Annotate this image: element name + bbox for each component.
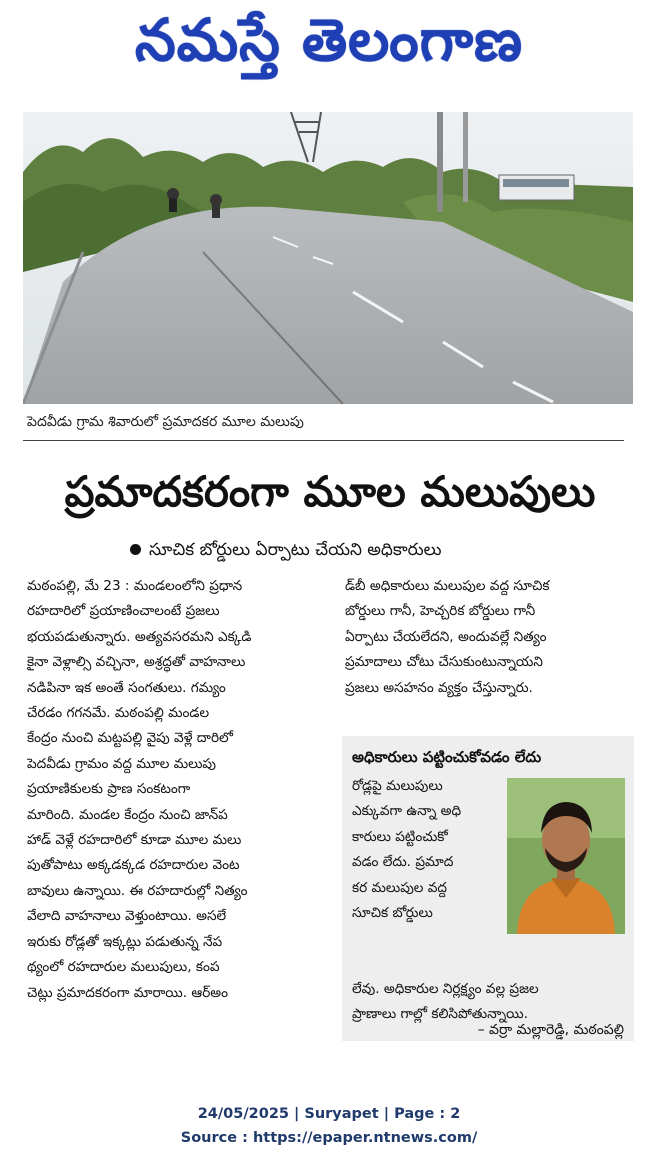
article-column-right — [345, 574, 635, 701]
article-headline: ప్రమాదకరంగా మూల మలుపులు — [64, 467, 596, 516]
divider — [23, 440, 624, 441]
text-line: లేవు. అధికారుల నిర్లక్ష్యం వల్ల ప్రజల — [352, 981, 539, 997]
text-line: ఇరుకు రోడ్లతో ఇక్కట్లు పడుతున్న నేప — [27, 933, 223, 950]
text-line: బావులు ఉన్నాయి. ఈ రహదారుల్లో నిత్యం — [27, 882, 248, 899]
article-subhead — [130, 536, 550, 564]
text-line: ప్రాణాలు గాల్లో కలిసిపోతున్నాయి. — [352, 1006, 528, 1023]
text-line: హాడ్ వెళ్లే రహదారిలో కూడా మూల మలు — [27, 832, 242, 849]
text-line: రోడ్లపై మలుపులు — [352, 778, 443, 794]
text-line: ఎక్కువగా ఉన్నా అధి — [352, 803, 462, 820]
text-line: చేరడం గగనమే. మఠంపల్లి మండల — [27, 705, 210, 722]
newspaper-masthead: నమస్తే తెలంగాణ — [135, 6, 523, 74]
text-line: పెదవీడు గ్రామం వద్ద మూల మలుపు — [27, 755, 216, 772]
article-column-left — [27, 574, 329, 1006]
text-line: కారులు పట్టించుకో — [352, 828, 448, 845]
text-line: కైనా వెళ్లాల్సి వచ్చినా, అశ్రద్ధతో వాహనాలు — [27, 654, 246, 671]
footer-date-line: 24/05/2025 | Suryapet | Page : 2 — [197, 1106, 461, 1122]
text-line: వేలాది వాహనాలు వెళ్తుంటాయి. అసలే — [27, 908, 227, 925]
text-line: మఠంపల్లి, మే 23 : మండలంలోని ప్రధాన — [27, 578, 243, 594]
text-line: నడిపినా ఇక అంతే సంగతులు. గమ్యం — [27, 679, 226, 696]
text-line: డ్‌బీ అధికారులు మలుపుల వద్ద సూచిక — [345, 578, 550, 594]
bullet-icon — [130, 544, 141, 555]
text-line: ప్రయాణికులకు ప్రాణ సంకటంగా — [27, 781, 191, 798]
text-line: కేంద్రం నుంచి మట్టపల్లి వైపు వెళ్లే దారిలో — [27, 730, 233, 747]
portrait-image — [507, 778, 625, 934]
text-line: థ్యంలో రహదారుల మలుపులు, కంప — [27, 959, 220, 976]
text-line: సూచిక బోర్డులు — [352, 905, 433, 922]
text-line: భయపడుతున్నారు. అత్యవసరమని ఎక్కడి — [27, 628, 252, 645]
text-line: వడం లేదు. ప్రమాద — [352, 854, 454, 871]
quote-box — [342, 736, 634, 1041]
text-line: రహదారిలో ప్రయాణించాలంటే ప్రజలు — [27, 603, 220, 620]
text-line: ప్రమాదాలు చోటు చేసుకుంటున్నాయని — [345, 654, 543, 671]
page-footer — [0, 1102, 658, 1150]
text-line: బోర్డులు గానీ, హెచ్చరిక బోర్డులు గానీ — [345, 603, 536, 620]
quote-box-text — [352, 774, 504, 926]
text-line: కర మలుపుల వద్ద — [352, 879, 447, 896]
quote-box-title: అధికారులు పట్టించుకోవడం లేదు — [352, 748, 542, 766]
text-line: మారింది. మండల కేంద్రం నుంచి జాన్‌ప — [27, 806, 228, 823]
text-line: చెట్లు ప్రమాదకరంగా మారాయి. ఆర్అం — [27, 984, 229, 1001]
road-photo — [23, 112, 633, 404]
text-line: ప్రజలు అసహనం వ్యక్తం చేస్తున్నారు. — [345, 679, 533, 696]
subhead-text: సూచిక బోర్డులు ఏర్పాటు చేయని అధికారులు — [149, 540, 442, 560]
text-line: పుతోపాటు అక్కడక్కడ రహదారుల వెంట — [27, 857, 240, 874]
photo-caption: పెదవీడు గ్రామ శివారులో ప్రమాదకర మూల మలుపు — [27, 414, 304, 430]
road-photo-image — [23, 112, 633, 404]
text-line: ఏర్పాటు చేయలేదని, అందువల్లే నిత్యం — [345, 628, 547, 645]
person-portrait — [507, 778, 625, 934]
quote-signature: – వర్రా మల్లారెడ్డి, మఠంపల్లి — [477, 1022, 624, 1038]
footer-source-line: Source : https://epaper.ntnews.com/ — [180, 1130, 478, 1146]
